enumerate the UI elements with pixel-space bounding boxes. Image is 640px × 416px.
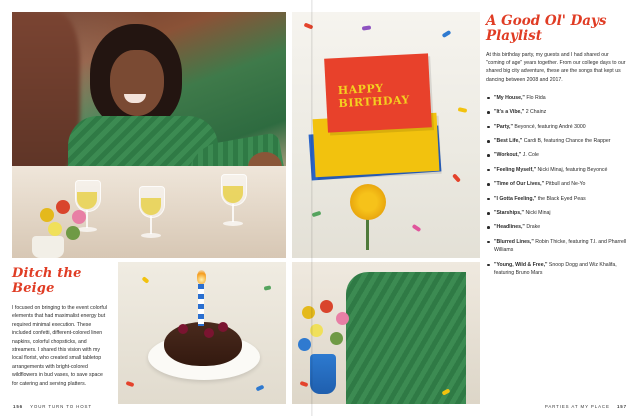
playlist-intro: At this birthday party, my guests and I had shared our "coming of age" years together. From our college days to our shared big city adventure, these are the songs that kept us dancing between 2008 and 2017.: [486, 52, 626, 83]
playlist-song-item: [486, 123, 628, 131]
song-artist: Pitbull and Ne-Yo: [544, 181, 586, 188]
song-title: "My House,": [494, 94, 525, 101]
wine-glass: [218, 174, 248, 230]
candle-flame-icon: [197, 270, 206, 284]
playlist-song-item: [486, 261, 628, 278]
playlist-song-item: [486, 238, 628, 255]
song-artist: Cardi B, featuring Chance the Rapper: [522, 138, 611, 145]
playlist-song-item: [486, 94, 628, 102]
song-artist: Drake: [524, 224, 541, 231]
folio-number: 157: [616, 404, 627, 409]
blue-bud-vase: [310, 354, 336, 394]
song-title: "Young, Wild & Free,": [494, 261, 548, 268]
song-title: "Time of Our Lives,": [494, 181, 545, 188]
song-title: "Feeling Myself,": [494, 166, 537, 173]
playlist-song-item: [486, 180, 628, 188]
song-title: "Blurred Lines,": [494, 238, 534, 245]
playlist-section: [486, 14, 628, 284]
running-head: PARTIES AT MY PLACE: [544, 404, 610, 409]
song-artist: Robin Thicke, featuring T.I. and Pharrell Williams: [494, 238, 627, 254]
playlist-title: A Good Ol' Days Playlist: [486, 13, 607, 44]
cake-berry: [204, 328, 214, 338]
song-title: "It's a Vibe,": [494, 109, 525, 116]
cake-berry: [178, 324, 188, 334]
song-artist: J. Cole: [521, 152, 539, 159]
song-title: "Party,": [494, 123, 513, 130]
song-artist: Flo Rida: [524, 94, 546, 101]
yellow-flower: [350, 184, 386, 220]
folio-number: 156: [13, 404, 24, 409]
happy-birthday-card: [324, 53, 432, 132]
ditch-the-beige-sidebar: [12, 266, 108, 388]
left-page: [0, 0, 312, 416]
right-page-footer: [545, 404, 627, 409]
guest-face: [110, 50, 164, 116]
happy-birthday-card-photo: [292, 12, 480, 258]
playlist-song-list: [486, 94, 628, 278]
friends-at-table-photo: [12, 12, 286, 258]
playlist-song-item: [486, 151, 628, 159]
person-holding-flowers-photo: [292, 262, 480, 404]
playlist-song-item: [486, 195, 628, 203]
card-text: HAPPY BIRTHDAY: [337, 81, 411, 111]
song-artist: 2 Chainz: [524, 109, 547, 116]
green-knit-sweater: [346, 272, 466, 404]
flower-arrangement: [34, 198, 106, 254]
birthday-cake-photo: [118, 262, 286, 404]
running-head: YOUR TURN TO HOST: [30, 404, 92, 409]
wildflower-bunch: [294, 298, 358, 358]
cake-berry: [218, 322, 228, 332]
sidebar-title: Ditch the Beige: [12, 266, 82, 296]
song-artist: Nicki Minaj, featuring Beyoncé: [536, 166, 608, 173]
song-artist: Nicki Minaj: [524, 210, 551, 217]
wine-glass: [136, 186, 166, 242]
spread-gutter: [311, 0, 313, 416]
playlist-song-item: [486, 137, 628, 145]
song-artist: Snoop Dogg and Wiz Khalifa, featuring Bruno Mars: [494, 261, 617, 277]
song-title: "Starships,": [494, 210, 525, 217]
playlist-song-item: [486, 223, 628, 231]
song-artist: the Black Eyed Peas: [536, 195, 586, 202]
playlist-song-item: [486, 209, 628, 217]
song-title: "Workout,": [494, 152, 522, 159]
song-title: "Best Life,": [494, 138, 523, 145]
song-title: "Headlines,": [494, 224, 525, 231]
playlist-song-item: [486, 166, 628, 174]
playlist-song-item: [486, 108, 628, 116]
sidebar-body: I focused on bringing to the event colorful elements that had maximalist energy but required minimal execution. These included confetti, different-colored linen napkins, colorful chopsticks, and streamers. I shared this vision with my local florist, who created small tabletop arrangements with bright-colored wildflowers in bud vases, to save space for catering and serving platters.: [12, 305, 107, 387]
birthday-candle: [198, 284, 204, 326]
song-title: "I Gotta Feeling,": [494, 195, 537, 202]
chocolate-cake: [164, 322, 242, 366]
left-page-footer: [13, 404, 92, 409]
song-artist: Beyoncé, featuring André 3000: [512, 123, 586, 130]
